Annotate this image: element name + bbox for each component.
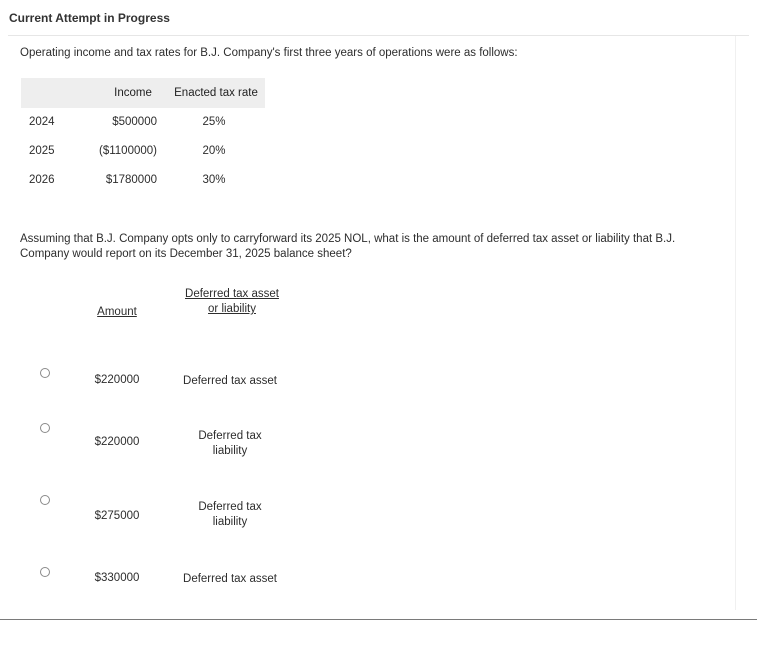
option-amount: $330000 [94, 572, 140, 584]
option-label [174, 429, 286, 459]
header-tax-rate: Enacted tax rate [174, 87, 258, 99]
radio-button[interactable] [40, 368, 50, 378]
attempt-status: Current Attempt in Progress [9, 11, 170, 25]
table-row [21, 108, 265, 137]
row-income: $1780000 [105, 174, 157, 186]
option-amount: $275000 [94, 510, 140, 522]
row-income: $500000 [112, 116, 157, 128]
option-label-line2: liability [212, 445, 248, 457]
answer-option-1[interactable] [0, 358, 740, 418]
table-row [21, 137, 265, 166]
option-label [174, 500, 286, 530]
radio-button[interactable] [40, 423, 50, 433]
content-edge [735, 36, 736, 610]
row-year: 2026 [29, 174, 55, 186]
answer-option-4[interactable] [0, 565, 740, 625]
answer-header-amount: Amount [97, 306, 137, 318]
answer-header-line1: Deferred tax asset [185, 288, 279, 300]
row-tax-rate: 30% [202, 174, 226, 186]
answer-option-3[interactable] [0, 492, 740, 552]
bottom-divider [0, 619, 757, 620]
header-divider [8, 35, 749, 36]
question-text: Assuming that B.J. Company opts only to carryforward its 2025 NOL, what is the amount of deferred tax asset or liability that B.J. Company would report on its December 31, 2025 balance sheet? [20, 233, 676, 260]
option-label [174, 374, 286, 389]
row-tax-rate: 25% [202, 116, 226, 128]
radio-button[interactable] [40, 495, 50, 505]
answer-option-2[interactable] [0, 420, 740, 480]
row-year: 2025 [29, 145, 55, 157]
header-income: Income [114, 87, 152, 99]
answer-header-deferred-tax [170, 287, 294, 317]
row-income: ($1100000) [99, 145, 157, 157]
option-amount: $220000 [94, 374, 140, 386]
income-tax-table [21, 78, 265, 195]
answer-header-line2: or liability [208, 303, 256, 315]
option-label [174, 572, 286, 587]
option-label-line1: Deferred tax asset [183, 375, 277, 387]
option-label-line1: Deferred tax [198, 501, 262, 513]
problem-intro: Operating income and tax rates for B.J. Company's first three years of operations were as follows: [20, 47, 518, 59]
radio-button[interactable] [40, 567, 50, 577]
table-header-row [21, 78, 265, 108]
row-tax-rate: 20% [202, 145, 226, 157]
option-label-line1: Deferred tax [198, 430, 262, 442]
option-label-line1: Deferred tax asset [183, 573, 277, 585]
table-row [21, 166, 265, 195]
option-label-line2: liability [212, 516, 248, 528]
option-amount: $220000 [94, 436, 140, 448]
row-year: 2024 [29, 116, 55, 128]
